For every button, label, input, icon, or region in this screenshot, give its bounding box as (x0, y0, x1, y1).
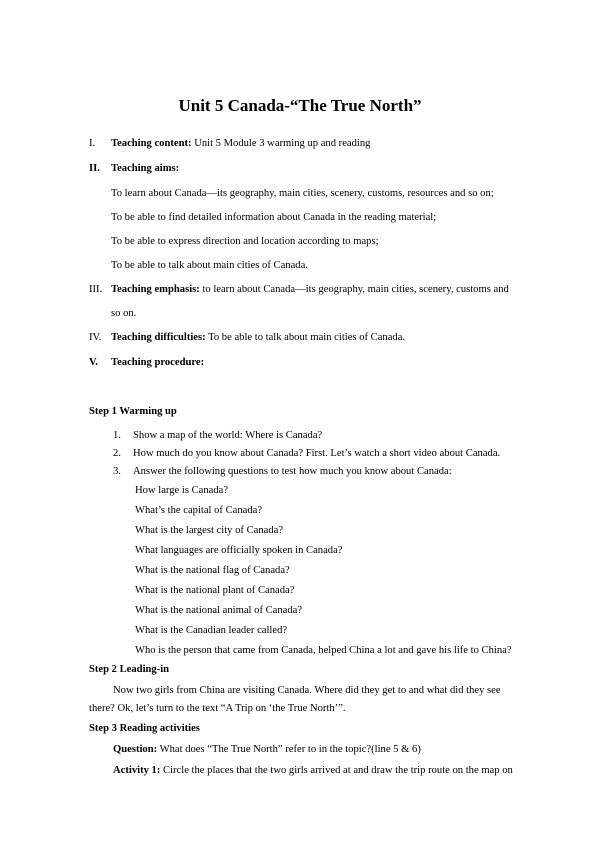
step-heading: Step 1 Warming up (89, 406, 177, 417)
section-label: Teaching procedure: (111, 357, 205, 368)
section-number: V. (89, 357, 98, 368)
section-teaching-difficulties (111, 331, 405, 344)
section-label: Teaching emphasis: (111, 284, 200, 295)
question-item: Who is the person that came from Canada, helped China a lot and gave his life to China? (135, 645, 512, 656)
section-number: III. (89, 284, 103, 295)
question-item: What is the largest city of Canada? (135, 525, 284, 536)
paragraph-line: there? Ok, let’s turn to the text “A Trip on ‘the True North’”. (89, 703, 346, 714)
list-item: How much do you know about Canada? First. Let’s watch a short video about Canada. (133, 448, 501, 459)
list-item: Show a map of the world: Where is Canada? (133, 430, 323, 441)
section-text-continued: so on. (111, 308, 137, 319)
section-teaching-content (111, 137, 370, 150)
paragraph-line: Now two girls from China are visiting Canada. Where did they get to and what did they see (113, 685, 501, 696)
question-item: What languages are officially spoken in Canada? (135, 545, 343, 556)
section-text: To be able to talk about main cities of Canada. (205, 332, 406, 343)
aim-item: To learn about Canada—its geography, main cities, scenery, customs, resources and so on; (111, 188, 494, 199)
step-heading: Step 2 Leading-in (89, 664, 170, 675)
page-title: Unit 5 Canada-“The True North” (178, 96, 422, 115)
section-text: to learn about Canada—its geography, main cities, scenery, customs and (199, 284, 509, 295)
section-label: Teaching content: (111, 138, 192, 149)
aim-item: To be able to talk about main cities of Canada. (111, 260, 308, 271)
question-item: What is the Canadian leader called? (135, 625, 288, 636)
section-number: IV. (89, 332, 102, 343)
section-label: Teaching aims: (111, 163, 180, 174)
activity-line (113, 764, 513, 777)
list-number: 3. (113, 466, 121, 477)
section-number: II. (89, 163, 100, 174)
question-item: What is the national plant of Canada? (135, 585, 295, 596)
question-label: Question: (113, 744, 158, 755)
question-item: What’s the capital of Canada? (135, 505, 263, 516)
aim-item: To be able to find detailed information about Canada in the reading material; (111, 212, 437, 223)
question-line (113, 743, 421, 756)
list-number: 1. (113, 430, 121, 441)
list-number: 2. (113, 448, 121, 459)
section-text: Unit 5 Module 3 warming up and reading (191, 138, 371, 149)
section-teaching-emphasis (111, 283, 509, 296)
step-heading: Step 3 Reading activities (89, 723, 200, 734)
activity-label: Activity 1: (113, 765, 161, 776)
question-text: What does “The True North” refer to in the topic?(line 5 & 6) (157, 744, 421, 755)
question-item: What is the national flag of Canada? (135, 565, 290, 576)
question-item: What is the national animal of Canada? (135, 605, 303, 616)
section-label: Teaching difficulties: (111, 332, 206, 343)
question-item: How large is Canada? (135, 485, 229, 496)
activity-text: Circle the places that the two girls arrived at and draw the trip route on the map on (160, 765, 513, 776)
list-item: Answer the following questions to test how much you know about Canada: (133, 466, 452, 477)
aim-item: To be able to express direction and location according to maps; (111, 236, 379, 247)
section-number: I. (89, 138, 96, 149)
